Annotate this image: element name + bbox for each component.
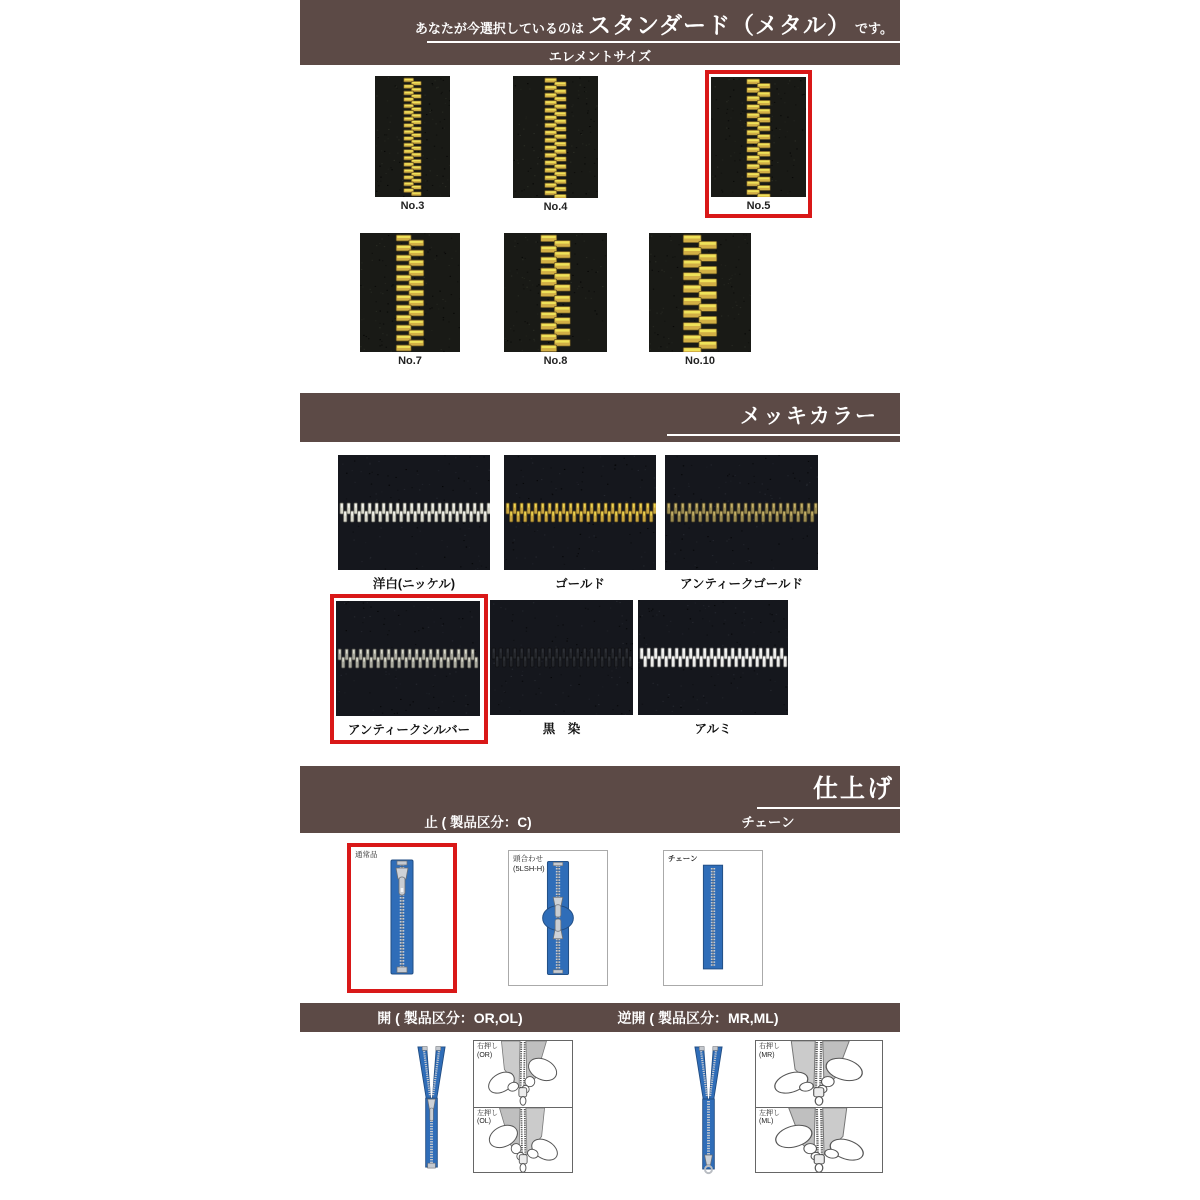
zipper-sample-image — [513, 76, 598, 198]
plating-label: アルミ — [694, 722, 732, 736]
chain-zipper-image — [664, 851, 762, 985]
element-size-label: No.5 — [746, 200, 771, 212]
current-selection-text — [415, 7, 893, 40]
zipper-sample-image — [360, 233, 460, 352]
reverse-open-usage-diagram — [755, 1040, 883, 1173]
divider-line — [757, 807, 900, 809]
open-end-zipper-image — [415, 1045, 448, 1173]
diagram-label: 右押し (MR) — [759, 1043, 780, 1059]
zipper-sample-image — [665, 455, 818, 570]
product-tag: 頭合わせ (5LSH-H) — [513, 854, 545, 873]
diagram-panel-left-push — [756, 1107, 882, 1173]
element-size-option-no8[interactable] — [504, 233, 607, 367]
element-size-label: No.3 — [400, 200, 425, 212]
plating-option-aluminum[interactable] — [638, 600, 788, 737]
zipper-sample-image — [504, 455, 656, 570]
reverse-open-column-label: 逆開 ( 製品区分：MR,ML) — [617, 1009, 779, 1026]
zipper-sample-image — [649, 233, 751, 352]
element-size-label: No.8 — [543, 355, 568, 367]
element-size-option-no5-selected[interactable] — [705, 70, 812, 218]
finish-option-chain[interactable] — [663, 850, 763, 986]
zipper-sample-image — [638, 600, 788, 715]
zipper-sample-image — [375, 76, 450, 197]
plating-label: ゴールド — [555, 577, 605, 591]
finish-option-head-to-head[interactable] — [508, 850, 608, 986]
plating-option-antique-gold[interactable] — [665, 455, 818, 592]
open-column-label: 開 ( 製品区分：OR,OL) — [377, 1009, 523, 1026]
selection-value: スタンダード（メタル） — [587, 12, 852, 38]
plating-option-gold[interactable] — [504, 455, 656, 592]
element-size-option-no4[interactable] — [513, 76, 598, 213]
element-size-label: No.7 — [398, 355, 422, 367]
element-size-label: No.4 — [543, 201, 568, 213]
zipper-sample-image — [504, 233, 607, 352]
chain-column-label: チェーン — [741, 815, 795, 830]
plating-section-title: メッキカラー — [740, 405, 878, 428]
closed-zipper-image — [351, 847, 453, 989]
finish-banner — [300, 766, 900, 833]
element-size-option-no3[interactable] — [375, 76, 450, 212]
selection-suffix: です。 — [855, 21, 893, 36]
zipper-sample-image — [338, 455, 490, 570]
diagram-panel-left-push — [474, 1107, 572, 1173]
current-selection-banner — [300, 0, 900, 65]
element-size-option-no7[interactable] — [360, 233, 460, 367]
element-size-option-no10[interactable] — [649, 233, 751, 367]
product-tag: チェーン — [668, 854, 698, 863]
plating-color-banner — [300, 393, 900, 442]
finish-section-title: 仕上げ — [812, 775, 894, 803]
reverse-open-zipper-image — [692, 1045, 725, 1175]
divider-line — [427, 41, 900, 43]
zipper-sample-image — [711, 77, 806, 197]
plating-label: 黒 染 — [542, 722, 581, 736]
diagram-label: 左押し (ML) — [759, 1109, 780, 1126]
finish-option-normal-selected[interactable] — [347, 843, 457, 993]
diagram-panel-right-push — [474, 1041, 572, 1107]
zipper-sample-image — [336, 601, 482, 716]
zipper-sample-image — [490, 600, 633, 715]
divider-line — [667, 434, 900, 436]
plating-label: 洋白(ニッケル) — [372, 577, 456, 591]
closed-end-column-label: 止 ( 製品区分：C) — [424, 815, 532, 830]
diagram-label: 右押し (OR) — [477, 1043, 498, 1059]
plating-option-black-dyed[interactable] — [490, 600, 633, 737]
open-usage-diagram — [473, 1040, 573, 1173]
open-type-banner — [300, 1003, 900, 1032]
diagram-label: 左押し (OL) — [477, 1109, 498, 1126]
diagram-panel-right-push — [756, 1041, 882, 1107]
plating-option-antique-silver-selected[interactable] — [330, 594, 488, 744]
element-size-section-title: エレメントサイズ — [548, 49, 652, 64]
plating-label: アンティークシルバー — [347, 723, 471, 737]
element-size-label: No.10 — [685, 355, 715, 367]
plating-label: アンティークゴールド — [679, 577, 803, 591]
plating-option-nickel[interactable] — [338, 455, 490, 592]
selection-prefix: あなたが今選択しているのは — [414, 21, 584, 36]
product-tag: 通常品 — [355, 850, 378, 859]
